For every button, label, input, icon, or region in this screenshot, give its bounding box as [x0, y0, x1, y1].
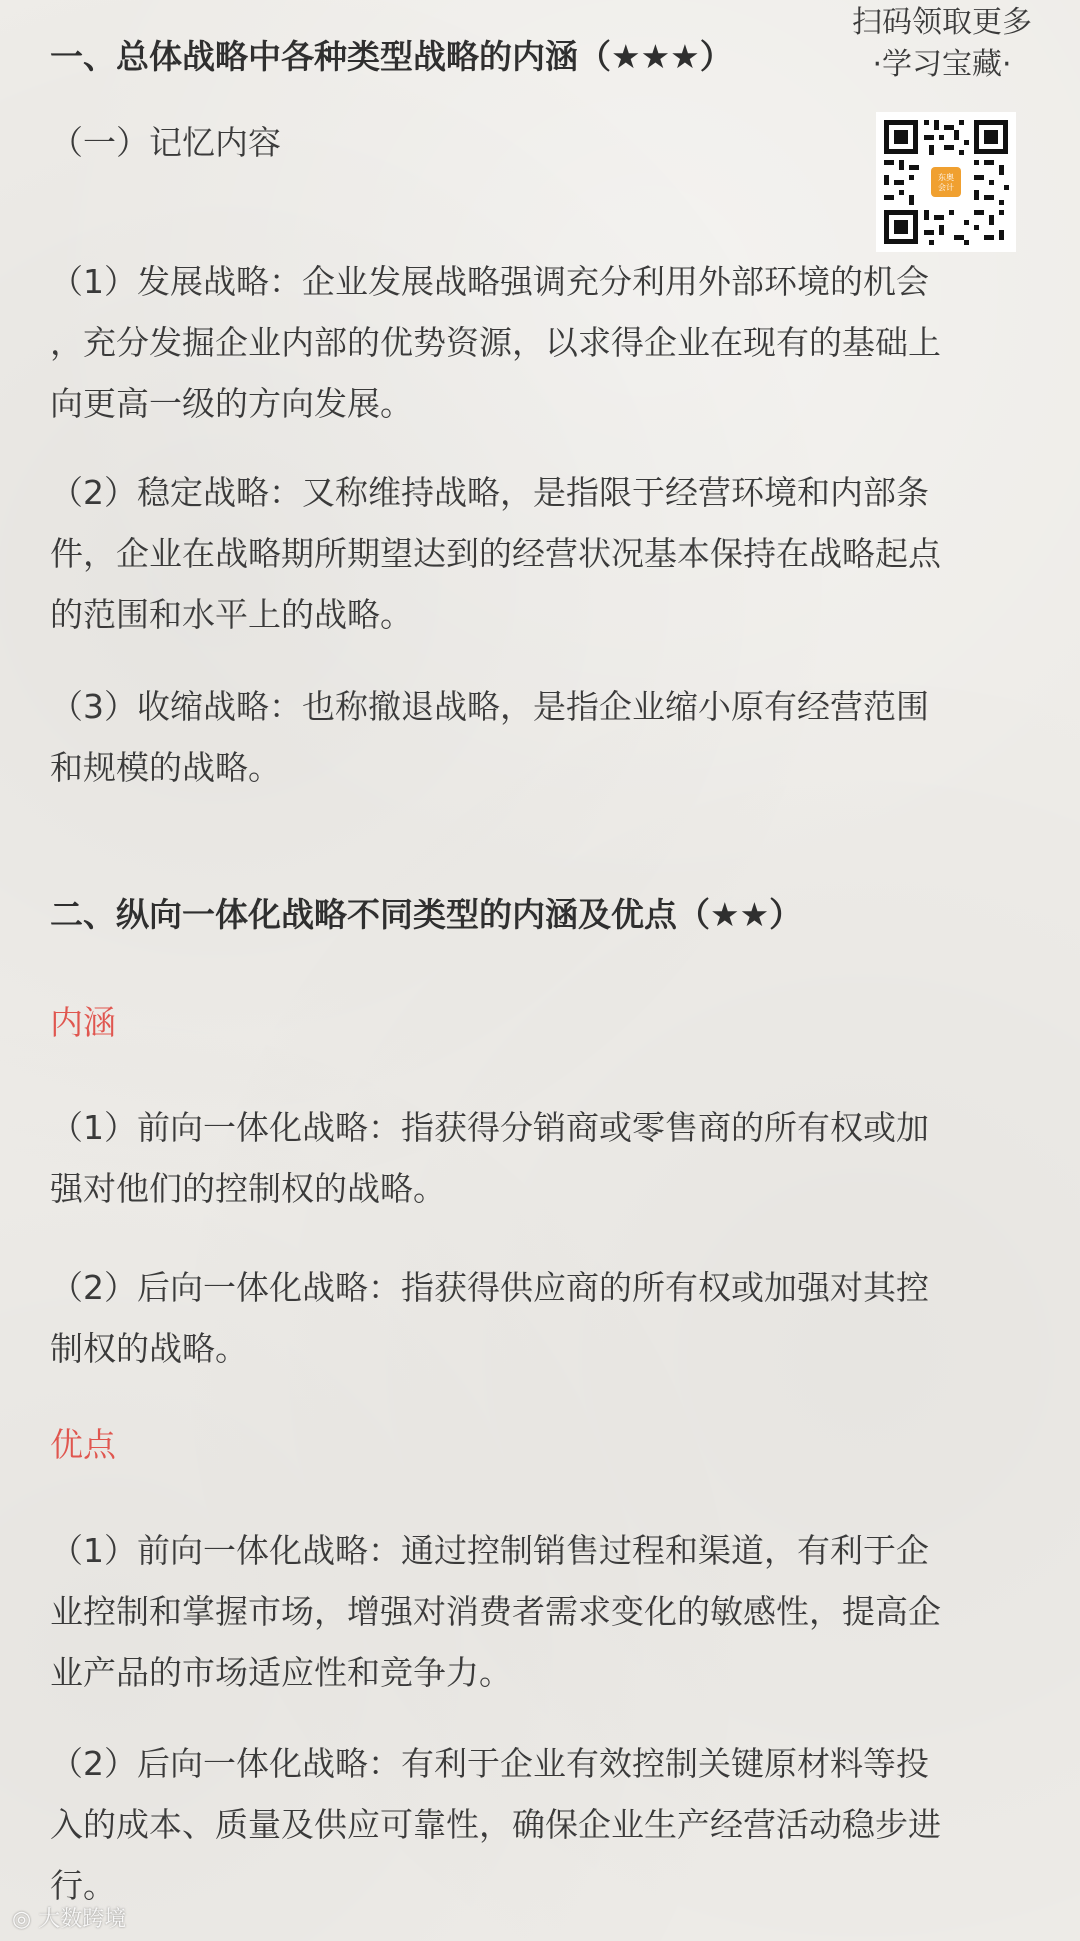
promo-line-1: 扫码领取更多: [852, 5, 1032, 40]
qr-badge-text-1: 东奥: [938, 173, 954, 182]
label-meaning: 内涵: [50, 1003, 116, 1042]
qr-code-graphic: [876, 112, 1016, 252]
paragraph-forward-integration-advantage: [50, 1520, 1055, 1703]
paragraph-line: （2）后向一体化战略：有利于企业有效控制关键原材料等投: [50, 1744, 929, 1783]
paragraph-line: ，充分发掘企业内部的优势资源，以求得企业在现有的基础上: [50, 323, 941, 362]
paragraph-line: 业控制和掌握市场，增强对消费者需求变化的敏感性，提高企: [50, 1592, 941, 1631]
qr-code-icon[interactable]: [876, 112, 1016, 252]
paragraph-line: 的范围和水平上的战略。: [50, 595, 413, 634]
paragraph-line: （1）发展战略：企业发展战略强调充分利用外部环境的机会: [50, 262, 929, 301]
paragraph-line: （3）收缩战略：也称撤退战略，是指企业缩小原有经营范围: [50, 687, 929, 726]
qr-badge-text-2: 会计: [938, 183, 954, 192]
paragraph-line: 件，企业在战略期所期望达到的经营状况基本保持在战略起点: [50, 534, 941, 573]
paragraph-backward-integration-meaning: [50, 1257, 1055, 1379]
paragraph-line: （1）前向一体化战略：通过控制销售过程和渠道，有利于企: [50, 1531, 929, 1570]
paragraph-line: 制权的战略。: [50, 1329, 248, 1368]
paragraph-line: 行。: [50, 1866, 116, 1905]
paragraph-line: 强对他们的控制权的战略。: [50, 1169, 446, 1208]
qr-promo-caption: [832, 2, 1052, 86]
section1-subheading: （一）记忆内容: [50, 123, 281, 162]
paragraph-line: （2）稳定战略：又称维持战略，是指限于经营环境和内部条: [50, 473, 929, 512]
article: [50, 0, 1050, 1941]
paragraph-stability-strategy: [50, 462, 1055, 645]
paragraph-line: 和规模的战略。: [50, 748, 281, 787]
section1-heading: 一、总体战略中各种类型战略的内涵（★★★）: [50, 37, 733, 76]
paragraph-line: 业产品的市场适应性和竞争力。: [50, 1653, 512, 1692]
watermark-text: 大数跨境: [38, 1907, 127, 1932]
paragraph-line: 入的成本、质量及供应可靠性，确保企业生产经营活动稳步进: [50, 1805, 941, 1844]
section2-heading: 二、纵向一体化战略不同类型的内涵及优点（★★）: [50, 895, 803, 934]
promo-line-2: ·学习宝藏·: [872, 47, 1012, 82]
paragraph-line: 向更高一级的方向发展。: [50, 384, 413, 423]
paragraph-retrenchment-strategy: [50, 676, 1055, 798]
watermark: [12, 1905, 126, 1935]
paragraph-forward-integration-meaning: [50, 1097, 1055, 1219]
paragraph-development-strategy: [50, 251, 1055, 434]
paragraph-line: （2）后向一体化战略：指获得供应商的所有权或加强对其控: [50, 1268, 929, 1307]
weibo-logo-icon: ◎: [12, 1907, 32, 1932]
paragraph-line: （1）前向一体化战略：指获得分销商或零售商的所有权或加: [50, 1108, 929, 1147]
label-advantage: 优点: [50, 1425, 116, 1464]
paragraph-backward-integration-advantage: [50, 1733, 1055, 1916]
